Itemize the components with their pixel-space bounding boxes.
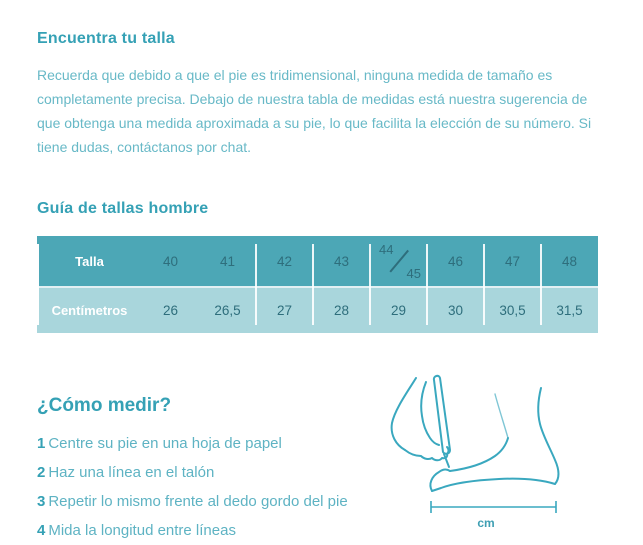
- size-cell: 43: [333, 253, 350, 269]
- column-divider: [540, 244, 542, 325]
- size-cell: 46: [447, 253, 464, 269]
- size-cell: 42: [276, 253, 293, 269]
- how-to-measure-title: ¿Cómo medir?: [37, 395, 172, 416]
- cm-unit-label: cm: [477, 516, 495, 530]
- step-text: Centre su pie en una hoja de papel: [48, 435, 282, 452]
- size-45: 45: [406, 266, 421, 281]
- size-cell: 40: [162, 253, 179, 269]
- page-title: Encuentra tu talla: [37, 30, 175, 47]
- size-table-row-centimeters: [37, 286, 598, 333]
- cm-cell: 26: [162, 303, 179, 318]
- intro-paragraph: Recuerda que debido a que el pie es tridimensional, ninguna medida de tamaño es completamente precisa. Debajo de nuestra tabla de medidas está nuestra sugerencia de que obtenga una medida aproximada a su pie, lo que facilita la elección de su número. Si tiene dudas, contáctanos por chat.: [37, 67, 592, 155]
- column-divider: [312, 244, 314, 325]
- column-divider: [483, 244, 485, 325]
- step-text: Repetir lo mismo frente al dedo gordo del pie: [48, 493, 348, 510]
- step-number: 1: [37, 435, 46, 452]
- size-cell: 41: [219, 253, 236, 269]
- column-divider: [369, 244, 371, 325]
- cm-cell: 30: [447, 303, 464, 318]
- row-label-talla: Talla: [75, 253, 104, 269]
- cm-cell: 31,5: [556, 303, 583, 318]
- cm-cell: 28: [333, 303, 350, 318]
- step-number: 3: [37, 493, 46, 510]
- size-cell: 48: [561, 253, 578, 269]
- cm-cell: 26,5: [214, 303, 241, 318]
- step-text: Haz una línea en el talón: [48, 464, 215, 481]
- step-number: 2: [37, 464, 46, 481]
- step-text: Mida la longitud entre líneas: [48, 522, 236, 539]
- column-divider: [37, 244, 39, 325]
- size-table-row-sizes: [37, 236, 598, 286]
- how-to-measure-section: [37, 333, 606, 538]
- cm-cell: 30,5: [499, 303, 526, 318]
- step-number: 4: [37, 522, 46, 539]
- row-label-centimetros: Centímetros: [51, 303, 128, 318]
- column-divider: [426, 244, 428, 325]
- foot-measure-illustration: [368, 366, 580, 534]
- cm-cell: 27: [276, 303, 293, 318]
- foot-pencil-drawing-icon: [368, 366, 580, 534]
- cm-cell: 29: [390, 303, 407, 318]
- size-table: [37, 236, 598, 333]
- size-44: 44: [379, 242, 394, 257]
- size-cell-44-45: [370, 236, 427, 286]
- size-cell: 47: [504, 253, 521, 269]
- column-divider: [255, 244, 257, 325]
- size-guide-title: Guía de tallas hombre: [37, 200, 209, 217]
